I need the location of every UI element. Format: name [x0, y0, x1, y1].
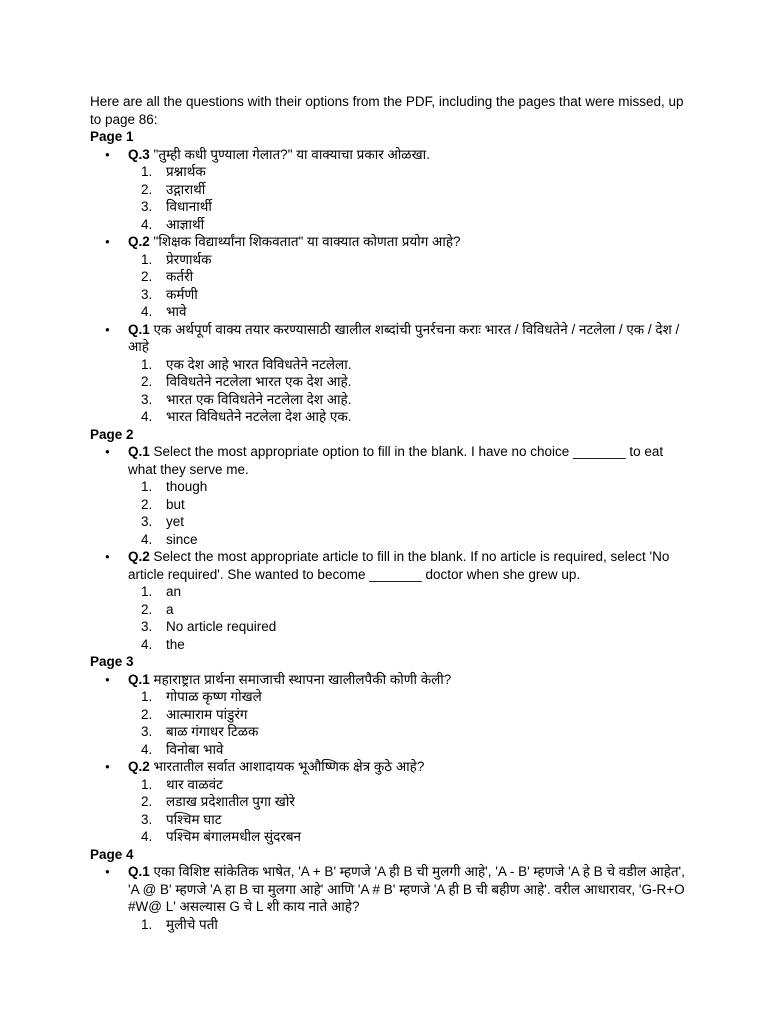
option-item [128, 811, 690, 829]
question-text: Select the most appropriate article to fill in the blank. If no article is required, select 'No article required'. She wanted to become _______ doctor when she grew up. [128, 549, 670, 582]
option-item [128, 286, 690, 304]
option-list [128, 251, 690, 321]
option-text: though [166, 479, 208, 494]
question-text: महाराष्ट्रात प्रार्थना समाजाची स्थापना खालीलपैकी कोणी केली? [153, 671, 452, 687]
question-text: Select the most appropriate option to fill in the blank. I have no choice _______ to eat what they serve me. [128, 444, 664, 477]
option-text: प्रश्नार्थक [166, 164, 206, 179]
option-text: बाळ गंगाधर टिळक [166, 724, 259, 739]
option-text: पश्चिम घाट [166, 811, 222, 827]
page-heading: Page 3 [90, 654, 134, 669]
option-text: भारत विविधतेने नटलेला देश आहे एक. [166, 409, 352, 424]
pages-container [90, 128, 690, 933]
question-text: एका विशिष्ट सांकेतिक भाषेत, 'A + B' म्हणजे 'A ही B ची मुलगी आहे', 'A - B' म्हणजे 'A हे B चे वडील आहेत', 'A @ B' म्हणजे 'A हा B चा मुलगा आहे' आणि 'A # B' म्हणजे 'A ही B ची बहीण आहे'. वरील आधारावर, 'G-R+O #W@ L' असल्यास G चे L शी काय नाते आहे? [128, 864, 685, 914]
option-text: प्रेरणार्थक [166, 251, 212, 267]
option-number: 1. [141, 916, 153, 932]
option-item [128, 916, 690, 934]
option-item [128, 163, 690, 181]
question-text: एक अर्थपूर्ण वाक्य तयार करण्यासाठी खालील शब्दांची पुनर्रचना कराः भारत / विविधतेने / नटलेला / एक / देश / आहे [128, 321, 680, 354]
question-item [90, 863, 690, 933]
option-number: 1. [141, 164, 153, 179]
option-text: the [166, 636, 185, 652]
intro-text: Here are all the questions with their options from the PDF, including the pages that were missed, up to page 86: [90, 94, 684, 127]
option-text: कर्तरी [166, 269, 194, 284]
question-number: Q.2 [128, 549, 150, 564]
option-list [128, 163, 690, 233]
question-number: Q.2 [128, 234, 150, 249]
question-number: Q.1 [128, 321, 150, 337]
option-number: 3. [141, 391, 153, 407]
option-item [128, 601, 690, 619]
option-item [128, 268, 690, 286]
option-number: 3. [141, 724, 153, 739]
question-list [90, 443, 690, 653]
option-text: आज्ञार्थी [166, 216, 205, 232]
option-item [128, 636, 690, 654]
option-number: 2. [141, 794, 153, 809]
option-list [128, 478, 690, 548]
option-number: 2. [141, 181, 153, 197]
option-item [128, 303, 690, 321]
question-list [90, 146, 690, 426]
question-list [90, 863, 690, 933]
option-item [128, 216, 690, 234]
option-item [128, 618, 690, 636]
option-number: 2. [141, 706, 153, 722]
option-item [128, 356, 690, 374]
option-item [128, 706, 690, 724]
option-number: 2. [141, 496, 153, 512]
question-item [90, 321, 690, 426]
option-text: पश्चिम बंगालमधील सुंदरबन [166, 829, 302, 844]
option-number: 4. [141, 531, 153, 547]
option-item [128, 391, 690, 409]
option-text: भारत एक विविधतेने नटलेला देश आहे. [166, 391, 352, 407]
option-number: 3. [141, 199, 153, 214]
option-text: No article required [166, 619, 277, 634]
question-number: Q.1 [128, 864, 150, 879]
option-text: विधानार्थी [166, 199, 212, 214]
question-text: "शिक्षक विद्यार्थ्यांना शिकवतात" या वाक्यात कोणता प्रयोग आहे? [153, 234, 461, 249]
question-number: Q.2 [128, 759, 150, 774]
question-list [90, 671, 690, 846]
option-item [128, 531, 690, 549]
option-text: an [166, 584, 182, 599]
question-item [90, 146, 690, 234]
question-number: Q.3 [128, 146, 150, 162]
option-text: थार वाळवंट [166, 776, 223, 792]
option-item [128, 251, 690, 269]
option-number: 4. [141, 216, 153, 232]
option-number: 2. [141, 269, 153, 284]
option-number: 3. [141, 514, 153, 529]
option-item [128, 408, 690, 426]
option-item [128, 583, 690, 601]
option-item [128, 181, 690, 199]
option-item [128, 478, 690, 496]
option-number: 1. [141, 689, 153, 704]
option-number: 1. [141, 584, 153, 599]
option-item [128, 793, 690, 811]
option-text: आत्माराम पांडुरंग [166, 706, 248, 722]
option-item [128, 741, 690, 759]
option-list [128, 356, 690, 426]
option-number: 3. [141, 811, 153, 827]
option-number: 4. [141, 304, 153, 319]
question-item [90, 443, 690, 548]
option-list [128, 916, 690, 934]
document-body [90, 93, 690, 933]
option-number: 3. [141, 619, 153, 634]
question-number: Q.1 [128, 671, 150, 687]
option-text: yet [166, 514, 185, 529]
option-item [128, 496, 690, 514]
option-text: a [166, 601, 174, 617]
option-item [128, 373, 690, 391]
question-text: "तुम्ही कधी पुण्याला गेलात?" या वाक्याचा प्रकार ओळखा. [153, 146, 430, 162]
question-item [90, 758, 690, 846]
option-text: मुलीचे पती [166, 916, 218, 932]
option-number: 4. [141, 409, 153, 424]
question-item [90, 671, 690, 759]
option-item [128, 776, 690, 794]
page-heading: Page 4 [90, 846, 134, 862]
option-number: 1. [141, 251, 153, 267]
option-text: since [166, 531, 198, 547]
option-number: 2. [141, 601, 153, 617]
page-heading: Page 2 [90, 426, 134, 442]
option-list [128, 688, 690, 758]
option-text: गोपाळ कृष्ण गोखले [166, 689, 262, 704]
option-text: एक देश आहे भारत विविधतेने नटलेला. [166, 356, 352, 372]
option-item [128, 828, 690, 846]
option-number: 4. [141, 829, 153, 844]
option-text: but [166, 496, 185, 512]
option-text: लडाख प्रदेशातील पुगा खोरे [166, 794, 295, 809]
option-text: विनोबा भावे [166, 741, 224, 757]
option-number: 4. [141, 636, 153, 652]
option-text: भावे [166, 304, 187, 319]
option-list [128, 583, 690, 653]
option-number: 4. [141, 741, 153, 757]
option-item [128, 688, 690, 706]
option-number: 1. [141, 356, 153, 372]
question-item [90, 548, 690, 653]
option-item [128, 198, 690, 216]
option-item [128, 513, 690, 531]
option-item [128, 723, 690, 741]
option-number: 2. [141, 374, 153, 389]
option-text: उद्गारार्थी [166, 181, 206, 197]
option-list [128, 776, 690, 846]
question-number: Q.1 [128, 444, 150, 459]
option-text: कर्मणी [166, 286, 198, 302]
option-number: 3. [141, 286, 153, 302]
option-text: विविधतेने नटलेला भारत एक देश आहे. [166, 374, 352, 389]
option-number: 1. [141, 479, 153, 494]
question-text: भारतातील सर्वात आशादायक भूऔष्णिक क्षेत्र कुठे आहे? [153, 759, 425, 774]
question-item [90, 233, 690, 321]
page-heading: Page 1 [90, 129, 134, 144]
option-number: 1. [141, 776, 153, 792]
